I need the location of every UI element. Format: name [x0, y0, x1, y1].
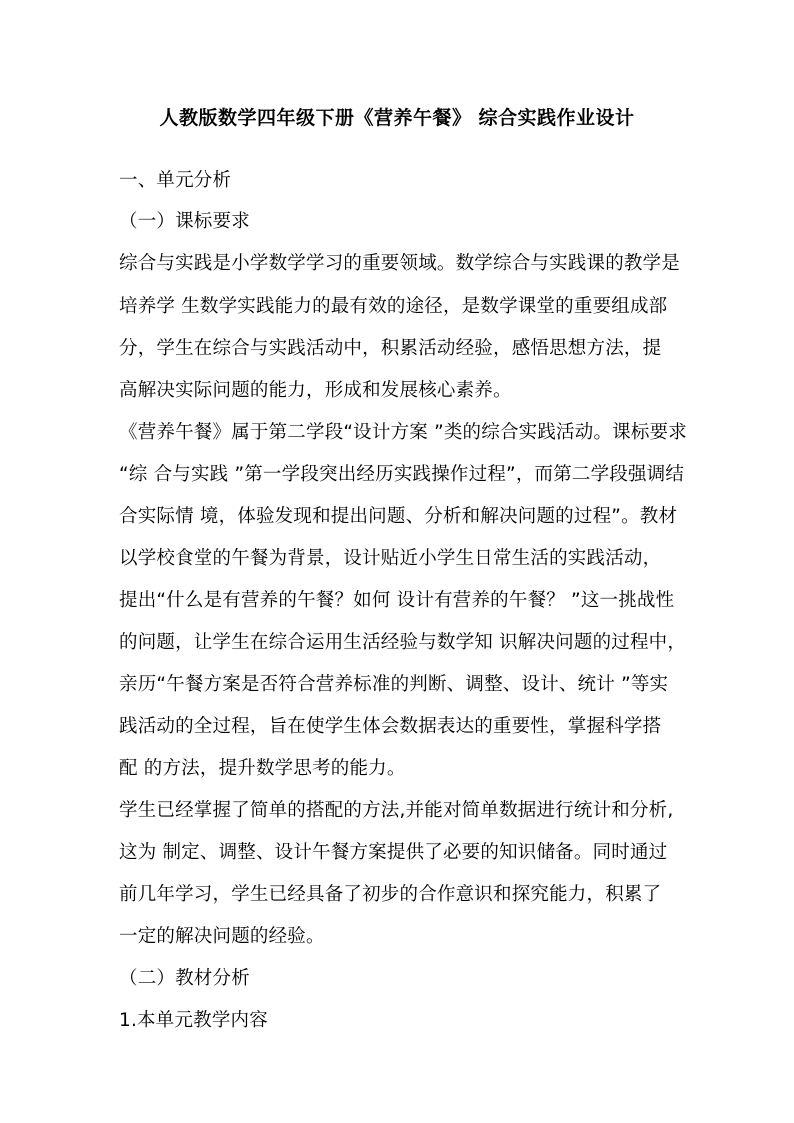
paragraph-line: 《营养午餐》属于第二学段“设计方案 ”类的综合实践活动。课标要求	[119, 422, 687, 443]
paragraph-line: 这为 制定、调整、设计午餐方案提供了必要的知识储备。同时通过	[119, 842, 668, 863]
paragraph-line: 配 的方法，提升数学思考的能力。	[119, 758, 406, 779]
paragraph-line: 合实际情 境，体验发现和提出问题、分析和解决问题的过程”。教材	[119, 506, 678, 527]
item-heading-unit-content: 1.本单元教学内容	[119, 1010, 268, 1031]
paragraph-line: 亲历“午餐方案是否符合营养标准的判断、调整、设计、统计 ”等实	[119, 674, 669, 695]
paragraph-line: 分，学生在综合与实践活动中，积累活动经验，感悟思想方法，提	[119, 338, 662, 359]
paragraph-line: 学生已经掌握了简单的搭配的方法,并能对简单数据进行统计和分析,	[119, 800, 674, 821]
subsection-heading-curriculum: （一）课标要求	[119, 211, 250, 232]
section-heading-unit-analysis: 一、单元分析	[119, 170, 232, 191]
paragraph-line: 高解决实际问题的能力，形成和发展核心素养。	[119, 380, 512, 401]
paragraph-line: 的问题，让学生在综合运用生活经验与数学知 识解决问题的过程中，	[119, 632, 687, 653]
paragraph-line: 践活动的全过程，旨在使学生体会数据表达的重要性，掌握科学搭	[119, 716, 662, 737]
paragraph-line: 前几年学习，学生已经具备了初步的合作意识和探究能力，积累了	[119, 884, 662, 905]
paragraph-line: 一定的解决问题的经验。	[119, 926, 325, 947]
paragraph-line: 培养学 生数学实践能力的最有效的途径，是数学课堂的重要组成部	[119, 296, 668, 317]
paragraph-line: “综 合与实践 ”第一学段突出经历实践操作过程”，而第二学段强调结	[119, 464, 685, 485]
paragraph-line: 提出“什么是有营养的午餐？如何 设计有营养的午餐？ ”这一挑战性	[119, 590, 675, 611]
document-title: 人教版数学四年级下册《营养午餐》 综合实践作业设计	[159, 107, 635, 129]
subsection-heading-textbook: （二）教材分析	[119, 968, 250, 989]
paragraph-line: 综合与实践是小学数学学习的重要领域。数学综合与实践课的教学是	[119, 253, 681, 274]
paragraph-line: 以学校食堂的午餐为背景，设计贴近小学生日常生活的实践活动，	[119, 548, 662, 569]
